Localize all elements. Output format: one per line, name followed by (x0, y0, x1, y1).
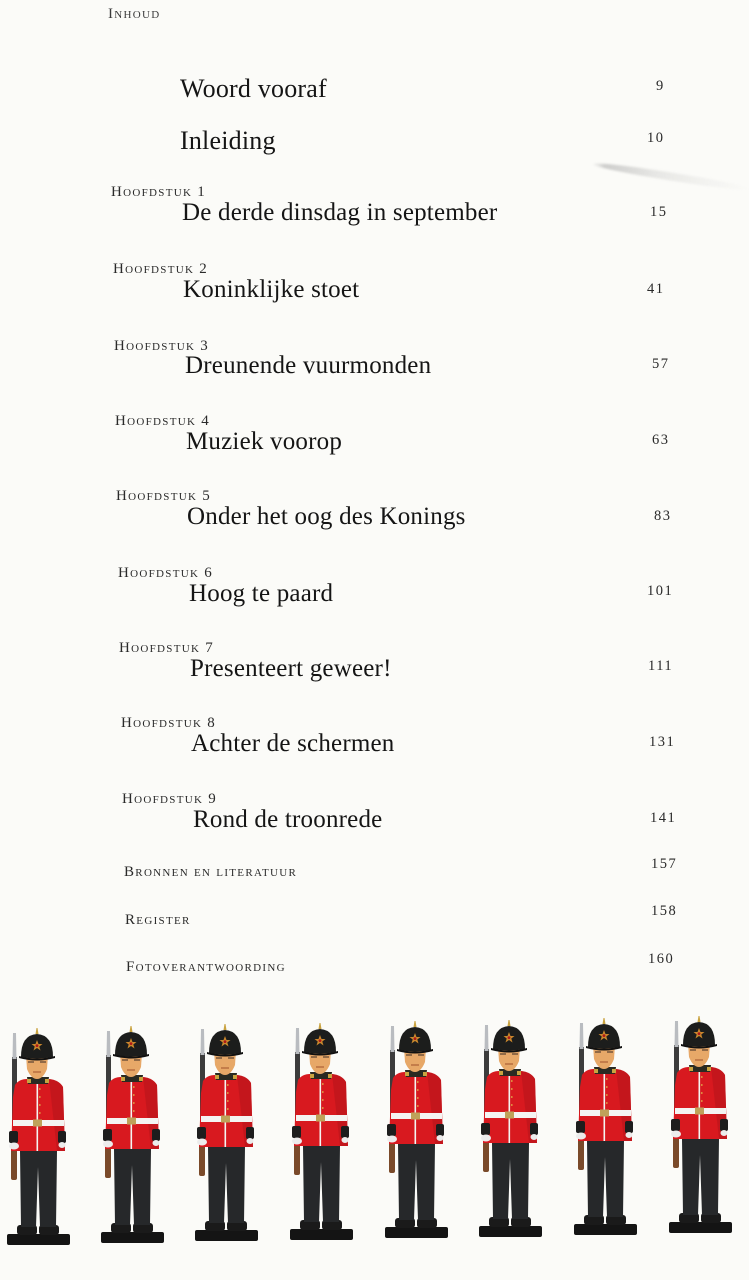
chapter-label: Hoofdstuk 1 (111, 184, 207, 200)
toc-entry-chapter-8[interactable] (0, 715, 749, 757)
toy-soldier-3 (193, 1023, 259, 1243)
entry-page: 9 (656, 78, 665, 94)
chapter-page: 101 (647, 583, 674, 599)
chapter-title: Hoog te paard (189, 580, 334, 607)
chapter-title: Onder het oog des Konings (187, 503, 466, 530)
backmatter-title: Bronnen en literatuur (124, 864, 298, 880)
scan-smudge (591, 160, 749, 193)
backmatter-page: 157 (651, 856, 678, 872)
chapter-page: 83 (654, 508, 672, 524)
toc-entry-chapter-2[interactable] (0, 261, 749, 303)
chapter-title: Presenteert geweer! (190, 655, 392, 682)
chapter-label: Hoofdstuk 5 (116, 488, 212, 504)
entry-title: Inleiding (180, 126, 276, 155)
chapter-label: Hoofdstuk 7 (119, 640, 215, 656)
toc-entry-inleiding[interactable] (0, 126, 749, 155)
chapter-page: 41 (647, 281, 665, 297)
chapter-label: Hoofdstuk 2 (113, 261, 209, 277)
toc-heading: Inhoud (108, 6, 161, 22)
chapter-label: Hoofdstuk 3 (114, 338, 210, 354)
backmatter-title: Register (125, 912, 191, 928)
toc-entry-chapter-6[interactable] (0, 565, 749, 607)
toc-entry-chapter-1[interactable] (0, 184, 749, 226)
chapter-title: Achter de schermen (191, 730, 395, 757)
toc-entry-chapter-9[interactable] (0, 791, 749, 833)
toy-soldier-2 (99, 1025, 165, 1245)
toy-soldier-4 (288, 1022, 354, 1242)
toc-entry-chapter-3[interactable] (0, 338, 749, 379)
toy-soldier-1 (5, 1027, 71, 1247)
backmatter-page: 160 (648, 951, 675, 967)
toy-soldier-6 (477, 1019, 543, 1239)
chapter-page: 111 (648, 658, 674, 674)
chapter-label: Hoofdstuk 8 (121, 715, 217, 731)
chapter-page: 63 (652, 432, 670, 448)
toc-entry-woord-vooraf[interactable] (0, 74, 749, 103)
backmatter-page: 158 (651, 903, 678, 919)
chapter-title: Muziek voorop (186, 428, 343, 455)
chapter-page: 141 (650, 810, 677, 826)
chapter-label: Hoofdstuk 4 (115, 413, 211, 429)
chapter-page: 15 (650, 204, 668, 220)
backmatter-title: Fotoverantwoording (126, 959, 286, 975)
chapter-label: Hoofdstuk 6 (118, 565, 214, 581)
chapter-page: 57 (652, 356, 670, 372)
chapter-title: Koninklijke stoet (183, 276, 360, 303)
chapter-title: De derde dinsdag in september (182, 199, 498, 226)
toc-entry-chapter-4[interactable] (0, 413, 749, 455)
toc-entry-chapter-5[interactable] (0, 488, 749, 530)
chapter-page: 131 (649, 734, 676, 750)
entry-title: Woord vooraf (180, 74, 327, 103)
chapter-title: Rond de troonrede (193, 806, 383, 833)
chapter-title: Dreunende vuurmonden (185, 352, 432, 379)
toy-soldier-5 (383, 1020, 449, 1240)
entry-page: 10 (647, 130, 665, 146)
toy-soldier-7 (572, 1017, 638, 1237)
toc-entry-chapter-7[interactable] (0, 640, 749, 682)
chapter-label: Hoofdstuk 9 (122, 791, 218, 807)
toy-soldier-8 (667, 1015, 733, 1235)
